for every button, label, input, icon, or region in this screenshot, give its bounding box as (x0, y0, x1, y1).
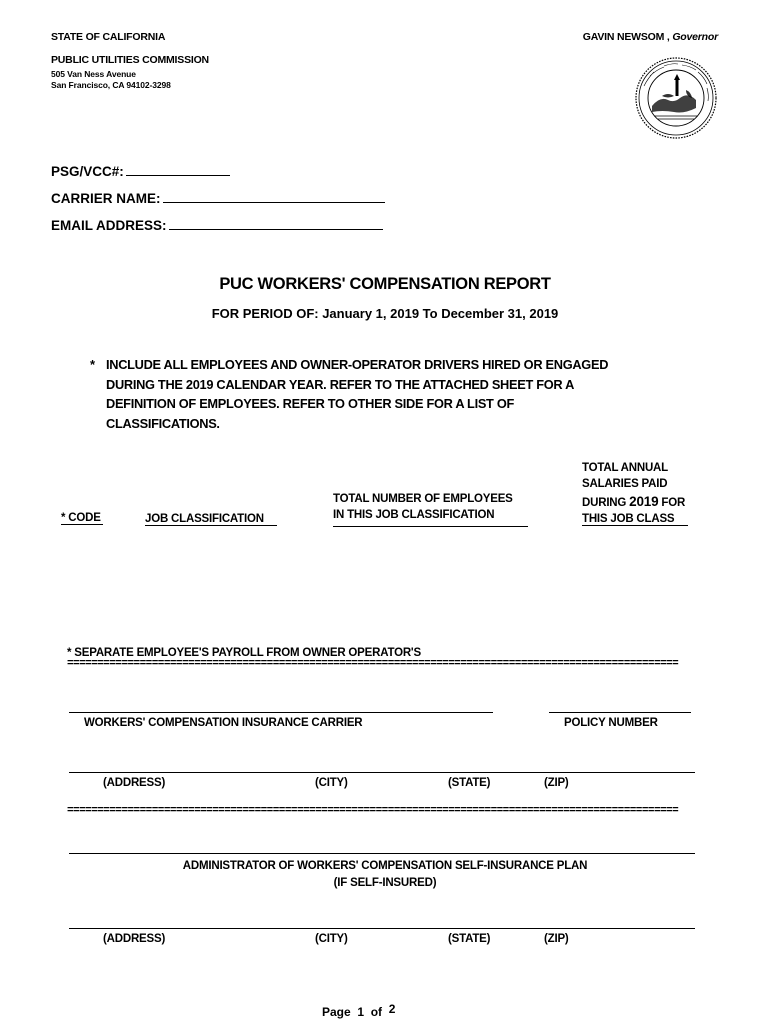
agency-address-line1: 505 Van Ness Avenue (51, 69, 136, 79)
psg-vcc-field[interactable] (51, 162, 230, 179)
column-job-classification: JOB CLASSIFICATION (145, 513, 277, 526)
governor-title: Governor (672, 31, 718, 43)
carrier-name-label: CARRIER NAME: (51, 191, 161, 206)
agency-address-line2: San Francisco, CA 94102-3298 (51, 80, 171, 90)
insurance-address-label: (ADDRESS) (103, 777, 166, 789)
carrier-name-blank[interactable] (163, 189, 385, 203)
administrator-zip-label: (ZIP) (544, 933, 569, 945)
administrator-state-label: (STATE) (448, 933, 491, 945)
column-total-employees-line2: IN THIS JOB CLASSIFICATION (333, 509, 528, 527)
page-indicator (322, 1002, 396, 1019)
insurance-carrier-label: WORKERS' COMPENSATION INSURANCE CARRIER (84, 717, 363, 729)
column-salaries-year: 2019 (629, 494, 659, 509)
psg-vcc-blank[interactable] (126, 162, 230, 176)
insurance-address-line[interactable] (69, 772, 695, 773)
administrator-address-label: (ADDRESS) (103, 933, 166, 945)
instruction-bullet: * (90, 357, 96, 372)
state-name: STATE OF CALIFORNIA (51, 31, 166, 43)
separate-payroll-note: * SEPARATE EMPLOYEE'S PAYROLL FROM OWNER OPERATOR'S (67, 647, 421, 659)
column-salaries-line2: SALARIES PAID (582, 478, 668, 490)
column-total-employees-line1: TOTAL NUMBER OF EMPLOYEES (333, 493, 513, 505)
insurance-zip-label: (ZIP) (544, 777, 569, 789)
report-title: PUC WORKERS' COMPENSATION REPORT (219, 275, 551, 293)
governor-name: GAVIN NEWSOM , (582, 31, 670, 43)
column-salaries-line4: THIS JOB CLASS (582, 513, 688, 526)
self-insured-note: (IF SELF-INSURED) (333, 877, 437, 889)
page-total: 2 (388, 1002, 396, 1016)
administrator-label: ADMINISTRATOR OF WORKERS' COMPENSATION SELF-INSURANCE PLAN (182, 860, 588, 872)
email-address-label: EMAIL ADDRESS: (51, 218, 167, 233)
state-seal-icon (634, 56, 718, 140)
insurance-city-label: (CITY) (315, 777, 348, 789)
administrator-city-label: (CITY) (315, 933, 348, 945)
insurance-state-label: (STATE) (448, 777, 491, 789)
psg-vcc-label: PSG/VCC#: (51, 164, 124, 179)
policy-number-line[interactable] (549, 712, 691, 713)
equals-divider-2: ===================================================================================================== (67, 805, 679, 817)
agency-name: PUBLIC UTILITIES COMMISSION (51, 54, 209, 66)
column-salaries-for: FOR (661, 497, 686, 509)
page-word: Page (322, 1005, 351, 1019)
column-salaries-line3 (582, 494, 685, 509)
policy-number-label: POLICY NUMBER (564, 717, 658, 729)
column-salaries-during: DURING (582, 497, 627, 509)
insurance-carrier-line[interactable] (69, 712, 493, 713)
page-of-word: of (370, 1005, 383, 1019)
report-period: FOR PERIOD OF: January 1, 2019 To December 31, 2019 (211, 306, 559, 321)
governor-line (583, 31, 718, 43)
carrier-name-field[interactable] (51, 189, 385, 206)
page-number: 1 (357, 1005, 365, 1019)
equals-divider-1: ===================================================================================================== (67, 658, 679, 670)
email-address-blank[interactable] (169, 216, 383, 230)
email-address-field[interactable] (51, 216, 383, 233)
column-salaries-line1: TOTAL ANNUAL (582, 462, 668, 474)
administrator-line[interactable] (69, 853, 695, 854)
column-code: * CODE (61, 512, 101, 524)
instruction-text: INCLUDE ALL EMPLOYEES AND OWNER-OPERATOR DRIVERS HIRED OR ENGAGED DURING THE 2019 CALENDAR YEAR. REFER TO THE ATTACHED SHEET FOR A DEFINITION OF EMPLOYEES. REFER TO OTHER SIDE FOR A LIST OF CLASSIFICATIONS. (106, 357, 609, 431)
administrator-address-line[interactable] (69, 928, 695, 929)
